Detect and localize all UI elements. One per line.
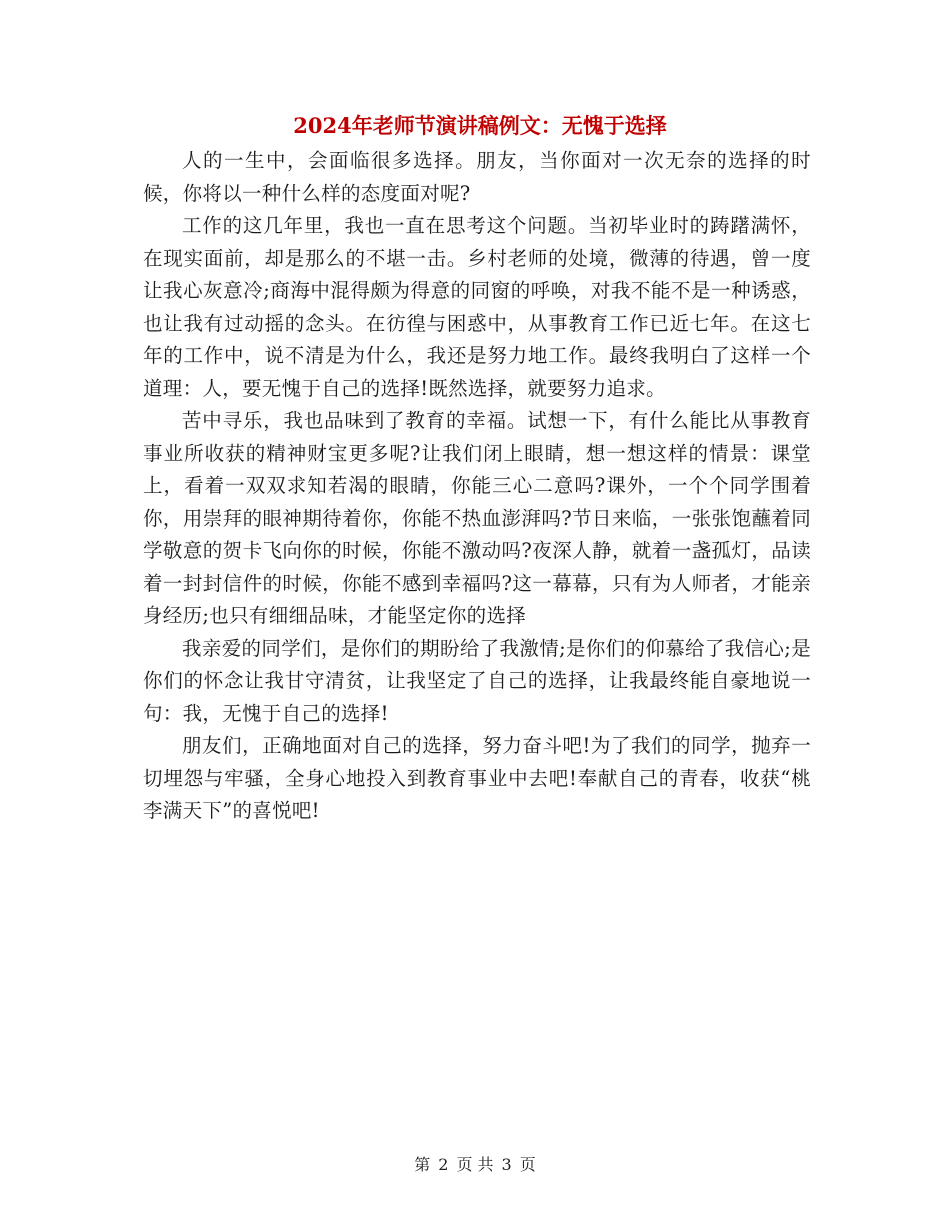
paragraph-4: 我亲爱的同学们，是你们的期盼给了我激情;是你们的仰慕给了我信心;是你们的怀念让我甘守清贫，让我坚定了自己的选择，让我最终能自豪地说一句：我，无愧于自己的选择!: [143, 636, 811, 725]
page-label-mid: 页 共: [456, 1155, 494, 1174]
page-footer: [0, 1153, 950, 1177]
page-label-suffix: 页: [519, 1155, 536, 1174]
document-title: 2024年老师节演讲稿例文：无愧于选择: [293, 113, 667, 138]
document-body: [143, 145, 811, 828]
paragraph-1: 人的一生中，会面临很多选择。朋友，当你面对一次无奈的选择的时候，你将以一种什么样的态度面对呢?: [143, 149, 811, 205]
page-label-prefix: 第: [414, 1155, 431, 1174]
total-pages-number: 3: [501, 1155, 512, 1174]
paragraph-3: 苦中寻乐，我也品味到了教育的幸福。试想一下，有什么能比从事教育事业所收获的精神财宝更多呢?让我们闭上眼睛，想一想这样的情景：课堂上，看着一双双求知若渴的眼睛，你能三心二意吗?课外，一个个同学围着你，用崇拜的眼神期待着你，你能不热血澎湃吗?节日来临，一张张饱蘸着同学敬意的贺卡飞向你的时候，你能不激动吗?夜深人静，就着一盏孤灯，品读着一封封信件的时候，你能不感到幸福吗?这一幕幕，只有为人师者，才能亲身经历;也只有细细品味，才能坚定你的选择: [143, 409, 811, 627]
paragraph-2: 工作的这几年里，我也一直在思考这个问题。当初毕业时的踌躇满怀，在现实面前，却是那么的不堪一击。乡村老师的处境，微薄的待遇，曾一度让我心灰意冷;商海中混得颇为得意的同窗的呼唤，对我不能不是一种诱惑，也让我有过动摇的念头。在彷徨与困惑中，从事教育工作已近七年。在这七年的工作中，说不清是为什么，我还是努力地工作。最终我明白了这样一个道理：人，要无愧于自己的选择!既然选择，就要努力追求。: [143, 214, 811, 400]
paragraph-5: 朋友们，正确地面对自己的选择，努力奋斗吧!为了我们的同学，抛弃一切埋怨与牢骚，全身心地投入到教育事业中去吧!奉献自己的青春，收获“桃李满天下”的喜悦吧!: [143, 734, 811, 822]
current-page-number: 2: [438, 1155, 449, 1174]
